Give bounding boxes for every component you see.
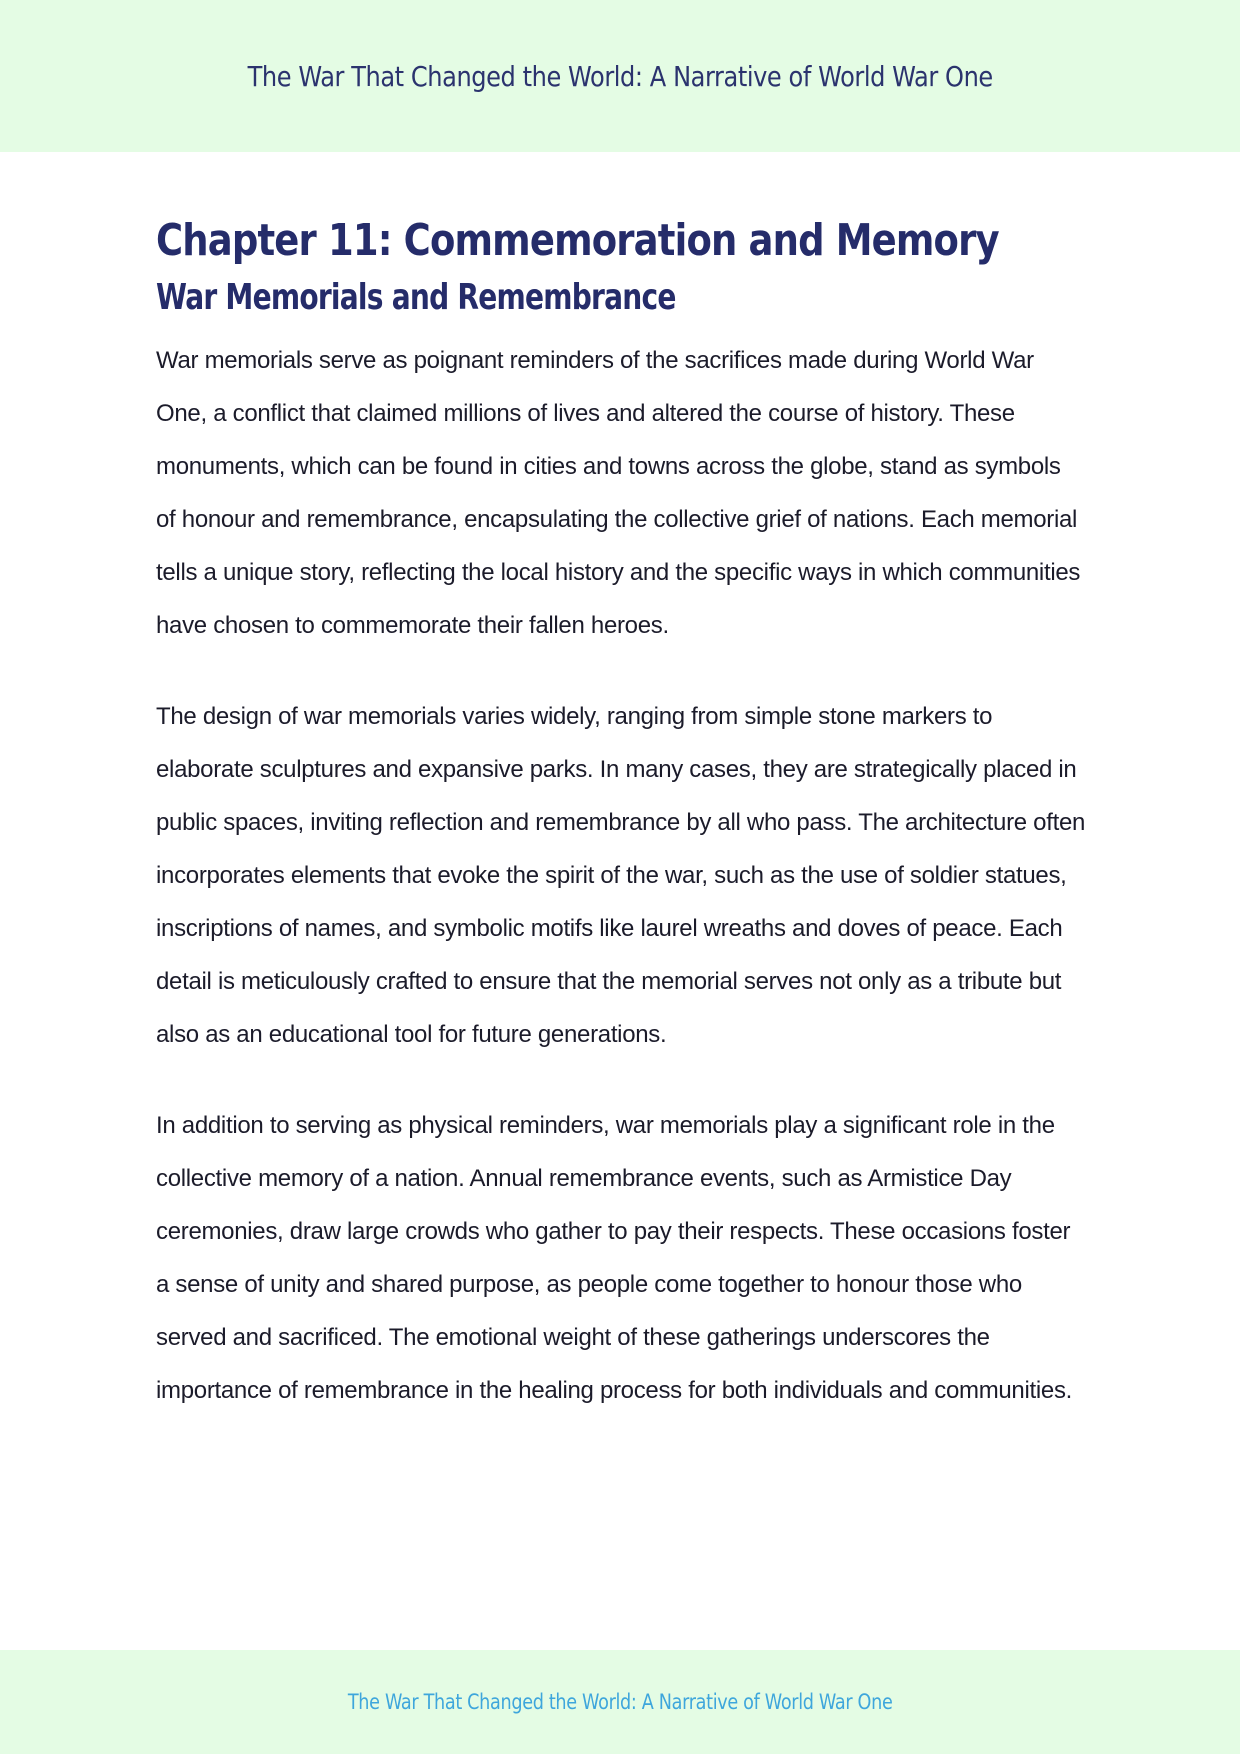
body-paragraph: In addition to serving as physical reminders, war memorials play a significant role in the collective memory of a nation. Annual remembrance events, such as Armistice Day ceremonies, draw large crowds who gather to pay their respects. These occasions foster a sense of unity and shared purpose, as people come together to honour those who served and sacrificed. The emotional weight of these gatherings underscores the importance of remembrance in the healing process for both individuals and communities.	[156, 1112, 1073, 1404]
body-paragraph: The design of war memorials varies widely, ranging from simple stone markers to elaborate sculptures and expansive parks. In many cases, they are strategically placed in public spaces, inviting reflection and remembrance by all who pass. The architecture often incorporates elements that evoke the spirit of the war, such as the use of soldier statues, inscriptions of names, and symbolic motifs like laurel wreaths and doves of peace. Each detail is meticulously crafted to ensure that the memorial serves not only as a tribute but also as an educational tool for future generations.	[156, 703, 1086, 1048]
main-content	[156, 196, 1086, 1417]
page-footer	[0, 1650, 1240, 1754]
body-paragraph: War memorials serve as poignant reminders of the sacrifices made during World War One, a conflict that claimed millions of lives and altered the course of history. These monuments, which can be found in cities and towns across the globe, stand as symbols of honour and remembrance, encapsulating the collective grief of nations. Each memorial tells a unique story, reflecting the local history and the specific ways in which communities have chosen to commemorate their fallen heroes.	[156, 347, 1081, 639]
running-footer-title: The War That Changed the World: A Narrative of World War One	[347, 1690, 893, 1714]
page-header	[0, 0, 1240, 152]
running-header-title: The War That Changed the World: A Narrative of World War One	[247, 59, 993, 93]
section-title: War Memorials and Remembrance	[156, 277, 676, 318]
chapter-title: Chapter 11: Commemoration and Memory	[156, 215, 999, 266]
